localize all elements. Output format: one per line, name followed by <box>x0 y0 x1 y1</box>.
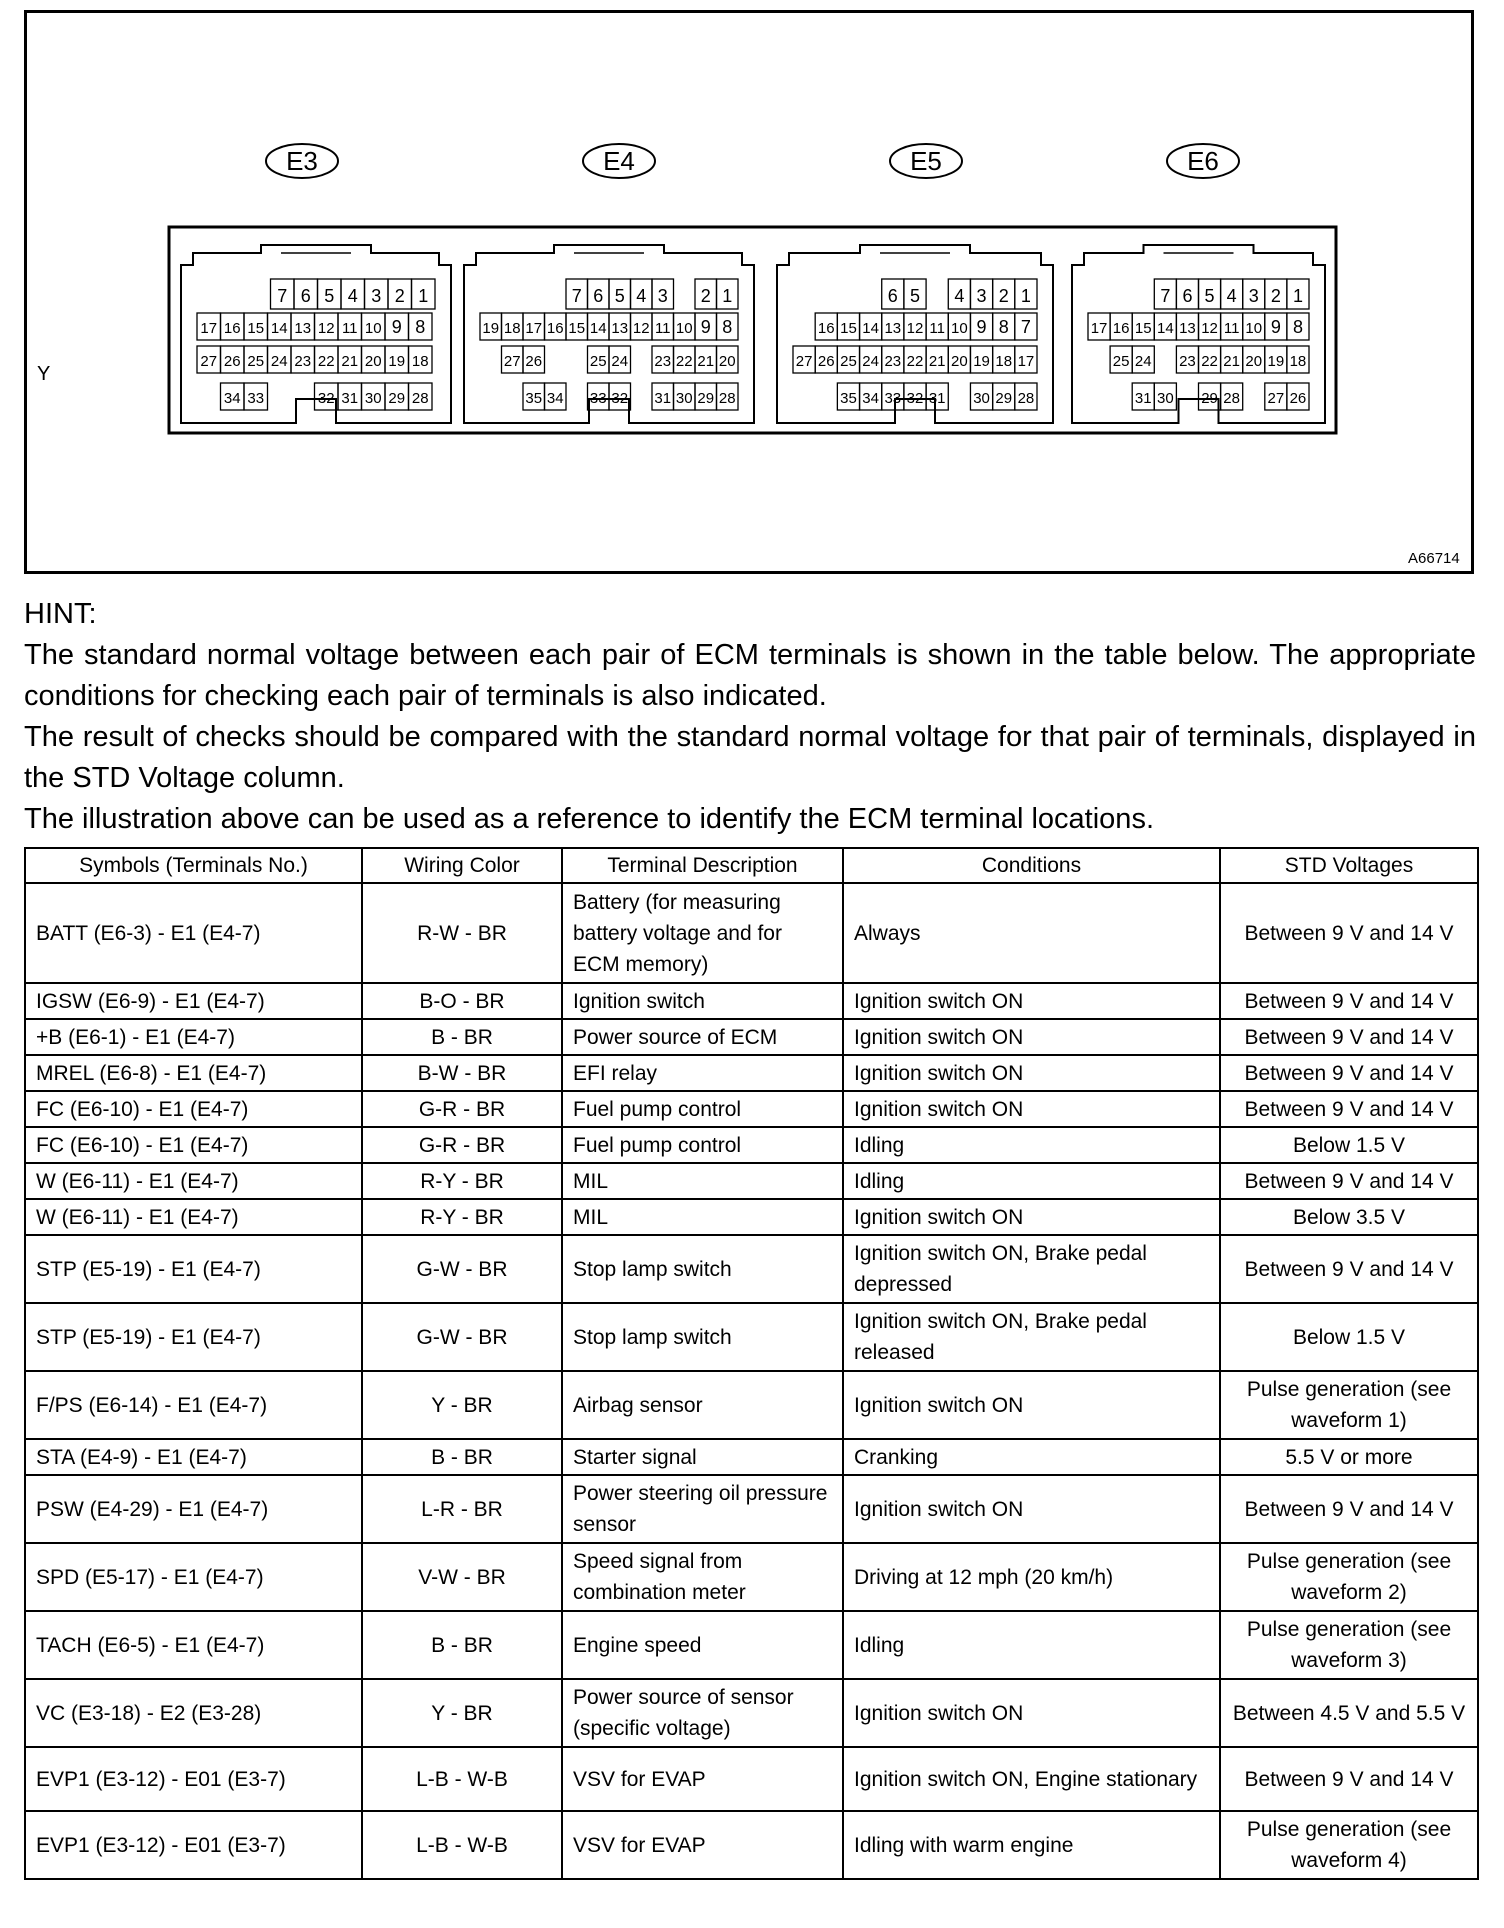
cell-std-voltage: Pulse generation (see waveform 1) <box>1220 1371 1478 1439</box>
terminal-number: 2 <box>394 286 405 306</box>
cell-terminal-description: Airbag sensor <box>562 1371 843 1439</box>
terminal-number: 18 <box>995 353 1013 370</box>
cell-conditions: Ignition switch ON <box>843 1019 1220 1055</box>
terminal-number: 33 <box>247 390 265 407</box>
terminal-number: 24 <box>270 353 288 370</box>
connector-e6 <box>1072 144 1325 423</box>
connector-label: E4 <box>603 146 635 176</box>
connector-shell <box>181 245 451 423</box>
terminal-number: 27 <box>200 353 218 370</box>
table-row <box>25 1439 1478 1475</box>
terminal-number: 23 <box>654 353 672 370</box>
cell-conditions: Ignition switch ON <box>843 1199 1220 1235</box>
hint-paragraph: The result of checks should be compared with the standard normal voltage for that pair of terminals, displayed in the STD Voltage column. <box>24 721 1476 794</box>
terminal-number: 6 <box>300 286 311 306</box>
cell-conditions: Ignition switch ON <box>843 983 1220 1019</box>
connector-label: E3 <box>286 146 318 176</box>
cell-std-voltage: Between 9 V and 14 V <box>1220 1055 1478 1091</box>
cell-terminal-description: Fuel pump control <box>562 1091 843 1127</box>
terminal-number: 7 <box>1020 317 1031 337</box>
terminal-number: 13 <box>294 320 312 337</box>
cell-wiring-color: B - BR <box>362 1019 562 1055</box>
terminal-number: 10 <box>951 320 968 337</box>
cell-std-voltage: Pulse generation (see waveform 3) <box>1220 1611 1478 1679</box>
cell-conditions: Ignition switch ON <box>843 1679 1220 1747</box>
table-row <box>25 1091 1478 1127</box>
terminal-number: 1 <box>418 286 429 306</box>
terminal-number: 33 <box>589 390 607 407</box>
terminal-number: 18 <box>1289 353 1307 370</box>
terminal-number: 22 <box>1201 353 1218 370</box>
cell-std-voltage: Between 9 V and 14 V <box>1220 983 1478 1019</box>
cell-terminal-description: Power source of sensor (specific voltage) <box>562 1679 843 1747</box>
terminal-number: 5 <box>324 286 335 306</box>
terminal-number: 3 <box>657 286 668 306</box>
terminal-number: 29 <box>1201 390 1218 407</box>
terminal-number: 6 <box>887 286 898 306</box>
terminal-number: 34 <box>546 390 564 407</box>
terminal-number: 22 <box>675 353 693 370</box>
cell-terminal-description: Power steering oil pressure sensor <box>562 1475 843 1543</box>
cell-wiring-color: L-B - W-B <box>362 1811 562 1879</box>
terminal-number: 4 <box>636 286 647 306</box>
header-symbols: Symbols (Terminals No.) <box>25 848 362 883</box>
cell-terminal-description: VSV for EVAP <box>562 1811 843 1879</box>
terminal-number: 8 <box>722 317 733 337</box>
cell-std-voltage: Pulse generation (see waveform 2) <box>1220 1543 1478 1611</box>
table-header-row <box>25 848 1478 883</box>
cell-terminal-description: Speed signal from combination meter <box>562 1543 843 1611</box>
terminal-number: 34 <box>862 390 879 407</box>
cell-wiring-color: G-R - BR <box>362 1091 562 1127</box>
cell-wiring-color: B-W - BR <box>362 1055 562 1091</box>
table-row <box>25 1543 1478 1611</box>
terminal-number: 30 <box>364 390 382 407</box>
terminal-number: 8 <box>415 317 426 337</box>
cell-wiring-color: R-Y - BR <box>362 1199 562 1235</box>
cell-std-voltage: Between 9 V and 14 V <box>1220 1019 1478 1055</box>
cell-terminal-description: Battery (for measuring battery voltage and for ECM memory) <box>562 883 843 983</box>
cell-symbols: FC (E6-10) - E1 (E4-7) <box>25 1127 362 1163</box>
cell-std-voltage: Between 9 V and 14 V <box>1220 1747 1478 1811</box>
terminal-number: 16 <box>817 320 835 337</box>
cell-symbols: BATT (E6-3) - E1 (E4-7) <box>25 883 362 983</box>
terminal-number: 5 <box>614 286 625 306</box>
cell-std-voltage: Pulse generation (see waveform 4) <box>1220 1811 1478 1879</box>
cell-symbols: IGSW (E6-9) - E1 (E4-7) <box>25 983 362 1019</box>
terminal-number: 7 <box>1160 286 1171 306</box>
terminal-number: 12 <box>632 320 650 337</box>
terminal-number: 32 <box>317 390 335 407</box>
cell-conditions: Ignition switch ON <box>843 1055 1220 1091</box>
terminal-number: 32 <box>906 390 924 407</box>
terminal-number: 19 <box>482 320 500 337</box>
cell-wiring-color: L-R - BR <box>362 1475 562 1543</box>
terminal-number: 29 <box>995 390 1013 407</box>
table-row <box>25 1475 1478 1543</box>
cell-wiring-color: R-Y - BR <box>362 1163 562 1199</box>
terminal-number: 21 <box>697 353 715 370</box>
cell-conditions: Ignition switch ON, Brake pedal released <box>843 1303 1220 1371</box>
terminal-number: 15 <box>247 320 265 337</box>
table-row <box>25 1163 1478 1199</box>
cell-terminal-description: Stop lamp switch <box>562 1235 843 1303</box>
terminal-number: 11 <box>929 320 945 337</box>
terminal-number: 28 <box>1223 390 1240 407</box>
terminal-number: 21 <box>1223 353 1240 370</box>
terminal-number: 14 <box>270 320 288 337</box>
terminal-number: 18 <box>503 320 521 337</box>
table-row <box>25 1127 1478 1163</box>
terminal-number: 21 <box>928 353 946 370</box>
terminal-number: 9 <box>1270 317 1281 337</box>
hint-title: HINT: <box>24 598 97 630</box>
cell-wiring-color: B - BR <box>362 1439 562 1475</box>
table-row <box>25 1235 1478 1303</box>
terminal-number: 4 <box>1226 286 1237 306</box>
terminal-number: 4 <box>347 286 358 306</box>
cell-symbols: W (E6-11) - E1 (E4-7) <box>25 1163 362 1199</box>
cell-symbols: TACH (E6-5) - E1 (E4-7) <box>25 1611 362 1679</box>
header-terminal-description: Terminal Description <box>562 848 843 883</box>
terminal-number: 34 <box>223 390 241 407</box>
terminal-number: 27 <box>1267 390 1285 407</box>
terminal-number: 10 <box>675 320 693 337</box>
cell-wiring-color: B - BR <box>362 1611 562 1679</box>
table-row <box>25 1019 1478 1055</box>
ecm-connector-figure <box>24 10 1474 574</box>
header-wiring-color: Wiring Color <box>362 848 562 883</box>
cell-conditions: Idling with warm engine <box>843 1811 1220 1879</box>
terminal-number: 17 <box>525 320 543 337</box>
terminal-number: 14 <box>589 320 607 337</box>
terminal-number: 29 <box>388 390 406 407</box>
terminal-number: 19 <box>973 353 990 370</box>
terminal-number: 15 <box>840 320 857 337</box>
terminal-number: 11 <box>341 320 358 337</box>
terminal-number: 23 <box>884 353 902 370</box>
cell-wiring-color: B-O - BR <box>362 983 562 1019</box>
terminal-number: 24 <box>862 353 879 370</box>
cell-terminal-description: VSV for EVAP <box>562 1747 843 1811</box>
cell-std-voltage: 5.5 V or more <box>1220 1439 1478 1475</box>
terminal-number: 7 <box>571 286 582 306</box>
terminal-number: 10 <box>1245 320 1263 337</box>
terminal-number: 11 <box>654 320 671 337</box>
side-label: Y <box>37 363 51 385</box>
terminal-number: 5 <box>909 286 921 306</box>
cell-std-voltage: Below 3.5 V <box>1220 1199 1478 1235</box>
terminal-number: 1 <box>722 286 733 306</box>
terminal-number: 26 <box>223 353 241 370</box>
cell-std-voltage: Between 9 V and 14 V <box>1220 1091 1478 1127</box>
cell-std-voltage: Between 9 V and 14 V <box>1220 1235 1478 1303</box>
terminal-number: 19 <box>388 353 406 370</box>
figure-id: A66714 <box>1408 550 1460 567</box>
terminal-number: 23 <box>1179 353 1196 370</box>
terminal-number: 19 <box>1267 353 1285 370</box>
cell-conditions: Ignition switch ON <box>843 1371 1220 1439</box>
table-row <box>25 1811 1478 1879</box>
terminal-number: 9 <box>700 317 711 337</box>
terminal-number: 35 <box>840 390 857 407</box>
cell-symbols: W (E6-11) - E1 (E4-7) <box>25 1199 362 1235</box>
table-row <box>25 1679 1478 1747</box>
terminal-number: 26 <box>525 353 543 370</box>
cell-conditions: Ignition switch ON, Engine stationary <box>843 1747 1220 1811</box>
cell-wiring-color: Y - BR <box>362 1679 562 1747</box>
terminal-number: 6 <box>593 286 604 306</box>
terminal-number: 13 <box>884 320 902 337</box>
cell-terminal-description: Stop lamp switch <box>562 1303 843 1371</box>
cell-conditions: Ignition switch ON <box>843 1475 1220 1543</box>
hint-section <box>24 594 1476 840</box>
cell-conditions: Driving at 12 mph (20 km/h) <box>843 1543 1220 1611</box>
cell-symbols: STP (E5-19) - E1 (E4-7) <box>25 1303 362 1371</box>
terminal-number: 18 <box>411 353 429 370</box>
cell-symbols: +B (E6-1) - E1 (E4-7) <box>25 1019 362 1055</box>
terminal-number: 14 <box>1157 320 1174 337</box>
terminal-number: 31 <box>341 390 359 407</box>
terminal-number: 26 <box>1289 390 1307 407</box>
terminal-number: 33 <box>884 390 902 407</box>
terminal-number: 31 <box>928 390 946 407</box>
connector-diagram <box>27 13 1471 571</box>
terminal-number: 17 <box>200 320 218 337</box>
terminal-number: 24 <box>611 353 629 370</box>
terminal-number: 12 <box>1201 320 1218 337</box>
cell-std-voltage: Between 4.5 V and 5.5 V <box>1220 1679 1478 1747</box>
terminal-number: 15 <box>1134 320 1152 337</box>
terminal-number: 8 <box>1292 317 1303 337</box>
terminal-number: 11 <box>1223 320 1240 337</box>
terminal-number: 20 <box>1245 353 1263 370</box>
terminal-number: 5 <box>1204 286 1215 306</box>
cell-symbols: F/PS (E6-14) - E1 (E4-7) <box>25 1371 362 1439</box>
connector-e4 <box>464 144 754 423</box>
terminal-number: 4 <box>954 286 965 306</box>
terminal-number: 25 <box>1112 353 1130 370</box>
terminal-number: 23 <box>294 353 312 370</box>
cell-conditions: Always <box>843 883 1220 983</box>
cell-symbols: SPD (E5-17) - E1 (E4-7) <box>25 1543 362 1611</box>
terminal-number: 2 <box>700 286 711 306</box>
terminal-number: 22 <box>906 353 924 370</box>
cell-terminal-description: MIL <box>562 1163 843 1199</box>
terminal-number: 8 <box>998 317 1009 337</box>
cell-wiring-color: Y - BR <box>362 1371 562 1439</box>
terminal-number: 28 <box>718 390 736 407</box>
cell-conditions: Cranking <box>843 1439 1220 1475</box>
cell-symbols: EVP1 (E3-12) - E01 (E3-7) <box>25 1811 362 1879</box>
cell-symbols: STP (E5-19) - E1 (E4-7) <box>25 1235 362 1303</box>
terminal-number: 6 <box>1182 286 1193 306</box>
cell-wiring-color: G-W - BR <box>362 1235 562 1303</box>
cell-conditions: Idling <box>843 1127 1220 1163</box>
terminal-number: 1 <box>1292 286 1303 306</box>
table-row <box>25 1199 1478 1235</box>
table-row <box>25 1747 1478 1811</box>
terminal-number: 13 <box>1179 320 1196 337</box>
cell-terminal-description: Ignition switch <box>562 983 843 1019</box>
ecm-terminal-table <box>24 847 1479 1880</box>
cell-conditions: Idling <box>843 1163 1220 1199</box>
cell-conditions: Ignition switch ON, Brake pedal depressed <box>843 1235 1220 1303</box>
terminal-number: 28 <box>411 390 429 407</box>
terminal-number: 29 <box>697 390 715 407</box>
header-std-voltages: STD Voltages <box>1220 848 1478 883</box>
table-row <box>25 1303 1478 1371</box>
terminal-number: 10 <box>364 320 382 337</box>
cell-symbols: MREL (E6-8) - E1 (E4-7) <box>25 1055 362 1091</box>
cell-std-voltage: Between 9 V and 14 V <box>1220 1163 1478 1199</box>
terminal-number: 3 <box>976 286 987 306</box>
terminal-number: 27 <box>795 353 813 370</box>
terminal-number: 17 <box>1090 320 1108 337</box>
cell-terminal-description: Engine speed <box>562 1611 843 1679</box>
table-row <box>25 1371 1478 1439</box>
terminal-number: 7 <box>277 286 288 306</box>
terminal-number: 31 <box>654 390 672 407</box>
terminal-number: 30 <box>675 390 693 407</box>
table-row <box>25 983 1478 1019</box>
terminal-number: 35 <box>525 390 543 407</box>
terminal-number: 20 <box>718 353 736 370</box>
hint-paragraph: The illustration above can be used as a reference to identify the ECM terminal locations. <box>24 803 1154 835</box>
terminal-number: 21 <box>341 353 359 370</box>
terminal-number: 14 <box>862 320 879 337</box>
terminal-number: 9 <box>391 317 402 337</box>
cell-std-voltage: Between 9 V and 14 V <box>1220 883 1478 983</box>
cell-symbols: PSW (E4-29) - E1 (E4-7) <box>25 1475 362 1543</box>
connector-label: E6 <box>1187 146 1219 176</box>
terminal-number: 1 <box>1020 286 1031 306</box>
terminal-number: 3 <box>371 286 382 306</box>
terminal-number: 17 <box>1017 353 1035 370</box>
terminal-number: 24 <box>1134 353 1152 370</box>
hint-paragraph: The standard normal voltage between each pair of ECM terminals is shown in the table below. The appropriate conditions for checking each pair of terminals is also indicated. <box>24 639 1476 712</box>
table-row <box>25 1611 1478 1679</box>
cell-wiring-color: L-B - W-B <box>362 1747 562 1811</box>
terminal-number: 2 <box>1270 286 1281 306</box>
terminal-number: 27 <box>503 353 521 370</box>
cell-terminal-description: Starter signal <box>562 1439 843 1475</box>
terminal-number: 30 <box>1157 390 1174 407</box>
table-row <box>25 1055 1478 1091</box>
terminal-number: 31 <box>1134 390 1152 407</box>
terminal-number: 28 <box>1017 390 1035 407</box>
terminal-number: 12 <box>906 320 924 337</box>
terminal-number: 12 <box>317 320 335 337</box>
cell-std-voltage: Below 1.5 V <box>1220 1127 1478 1163</box>
terminal-number: 3 <box>1248 286 1259 306</box>
terminal-number: 13 <box>611 320 629 337</box>
connector-e3 <box>181 144 451 423</box>
connector-label: E5 <box>910 146 942 176</box>
terminal-number: 16 <box>1112 320 1130 337</box>
terminal-number: 2 <box>998 286 1009 306</box>
cell-symbols: VC (E3-18) - E2 (E3-28) <box>25 1679 362 1747</box>
cell-conditions: Idling <box>843 1611 1220 1679</box>
terminal-number: 16 <box>223 320 241 337</box>
terminal-number: 30 <box>973 390 990 407</box>
cell-wiring-color: V-W - BR <box>362 1543 562 1611</box>
cell-terminal-description: MIL <box>562 1199 843 1235</box>
cell-wiring-color: R-W - BR <box>362 883 562 983</box>
terminal-number: 25 <box>840 353 857 370</box>
cell-terminal-description: EFI relay <box>562 1055 843 1091</box>
cell-std-voltage: Below 1.5 V <box>1220 1303 1478 1371</box>
cell-symbols: EVP1 (E3-12) - E01 (E3-7) <box>25 1747 362 1811</box>
cell-symbols: STA (E4-9) - E1 (E4-7) <box>25 1439 362 1475</box>
header-conditions: Conditions <box>843 848 1220 883</box>
cell-symbols: FC (E6-10) - E1 (E4-7) <box>25 1091 362 1127</box>
terminal-number: 26 <box>817 353 835 370</box>
terminal-number: 32 <box>611 390 629 407</box>
terminal-number: 25 <box>589 353 607 370</box>
connector-e5 <box>777 144 1053 423</box>
cell-terminal-description: Power source of ECM <box>562 1019 843 1055</box>
terminal-number: 15 <box>568 320 586 337</box>
terminal-number: 20 <box>951 353 968 370</box>
terminal-number: 16 <box>546 320 564 337</box>
cell-terminal-description: Fuel pump control <box>562 1127 843 1163</box>
cell-wiring-color: G-W - BR <box>362 1303 562 1371</box>
terminal-number: 20 <box>364 353 382 370</box>
cell-wiring-color: G-R - BR <box>362 1127 562 1163</box>
table-row <box>25 883 1478 983</box>
cell-std-voltage: Between 9 V and 14 V <box>1220 1475 1478 1543</box>
cell-conditions: Ignition switch ON <box>843 1091 1220 1127</box>
terminal-number: 25 <box>247 353 265 370</box>
terminal-number: 9 <box>976 317 987 337</box>
terminal-number: 22 <box>317 353 335 370</box>
